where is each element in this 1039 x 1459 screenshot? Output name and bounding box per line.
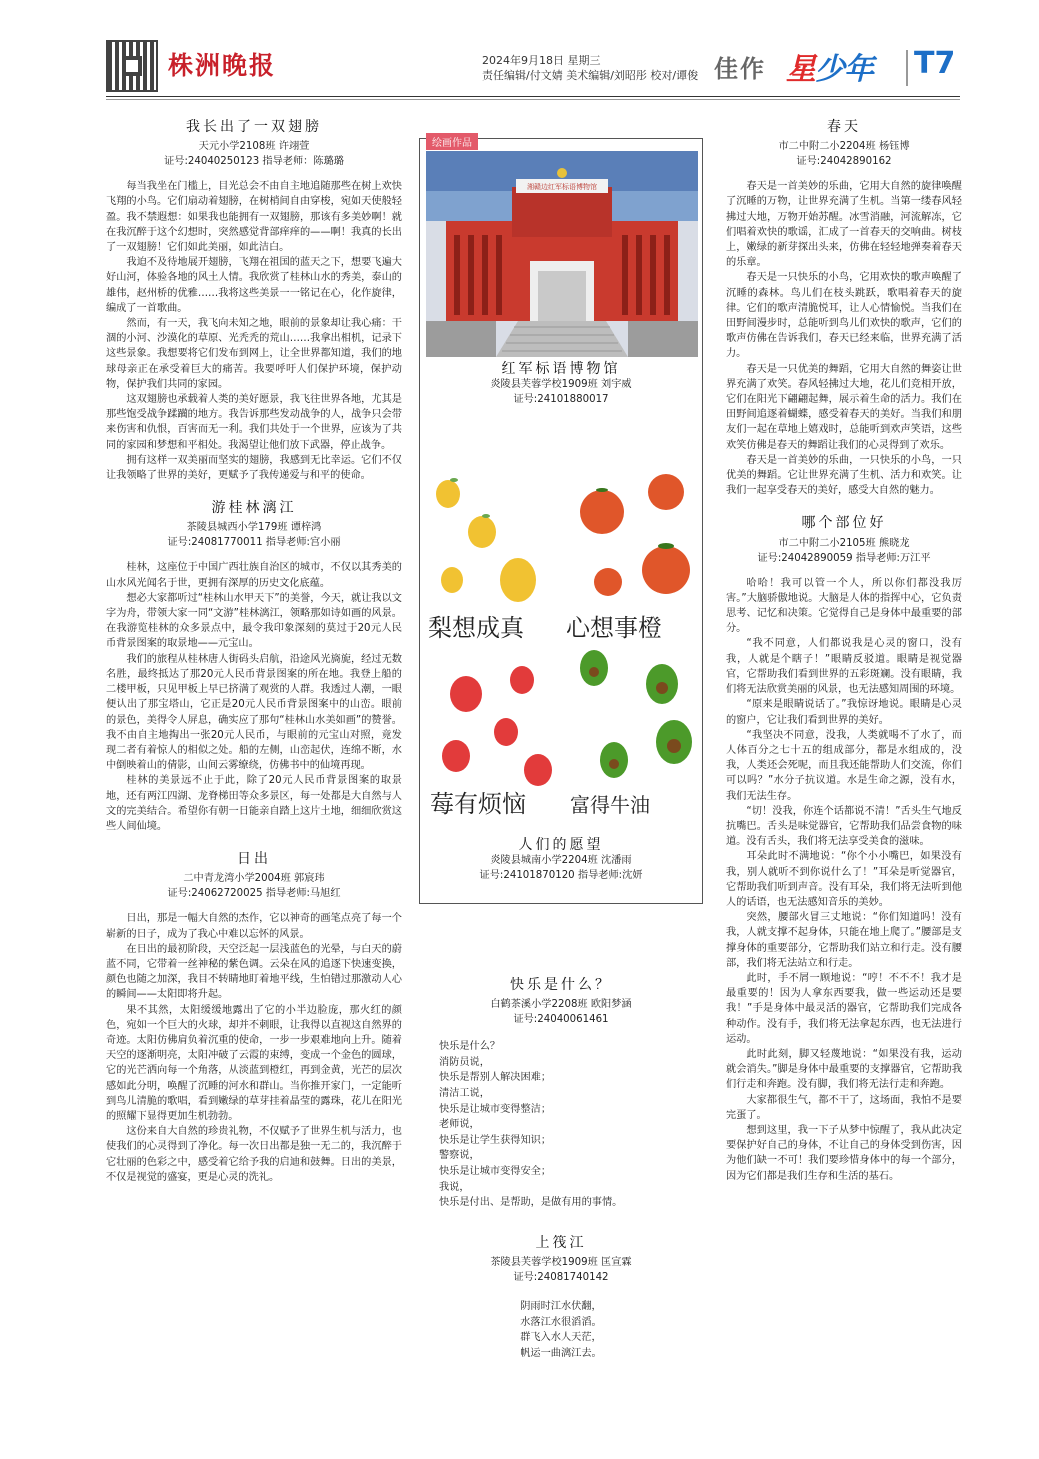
article-author: 二中青龙湾小学2004班 郭宸玮 — [183, 873, 325, 885]
article-title: 日出 — [237, 851, 271, 868]
qr-code — [106, 40, 158, 92]
poem-line: 快乐是让城市变得整洁； — [439, 1103, 552, 1115]
paragraph: “我不同意，人们都说我是心灵的窗口，没有我，人就是个瞎子！”眼睛反驳道。眼睛是视觉器官，它帮助我们看到世界的五彩斑斓。没有眼睛，我们将无法欣赏美丽的风景，也无法感知周围的环境。 — [726, 638, 962, 696]
paragraph: 果不其然，太阳缓缓地露出了它的小半边脸庞，那火红的颜色，宛如一个巨大的火球，却并不刺眼，让我得以直视这自然界的奇迹。太阳仿佛肩负着沉重的使命，一步一步艰难地向上升。随着天空的逐渐明亮，太阳冲破了云霞的束缚，变成一个金色的圆球，它的光芒洒向每一个角落，从淡蓝到橙红，再到金黄，光芒的层次感如此分明，唤醒了沉睡的河水和群山。当你推开家门，一定能听到鸟儿清脆的歌唱，看到嫩绿的草芽挂着晶莹的露珠，花儿在阳光的照耀下显得更加生机勃勃。 — [106, 1004, 402, 1122]
fruit-panel-text: 富得牛油 — [570, 793, 650, 817]
paragraph: 我们的旅程从桂林唐人街码头启航，沿途风光旖旎，经过无数名胜，最终抵达了那20元人民币背景图案的所在地。我登上船的二楼甲板，只见甲板上早已挤满了观赏的人群。我透过人潮，一眼便认出了那宝塔山，它正是20元人民币背景图案中的山峦。眼前的景色，美得令人屏息，确实应了那句“桂林山水美如画”的赞誉。我不由自主地掏出一张20元人民币，与眼前的元宝山对照，竟发现二者有着惊人的相似之处。船的左侧，山峦起伏，连绵不断，水中倒映着山的倩影，山间云雾缭绕，仿佛书中的仙境再现。 — [106, 653, 402, 772]
article-cert: 证号:24040250123 指导老师：陈璐璐 — [164, 156, 344, 168]
poem-line: 警察说， — [439, 1150, 480, 1162]
poem-author: 白鹤茶溪小学2208班 欧阳梦涵 — [490, 999, 632, 1011]
artwork-tag: 绘画作品 — [426, 133, 478, 150]
article-cert: 证号:24062720025 指导老师:马旭红 — [167, 888, 341, 900]
poem-cert: 证号:24081740142 — [513, 1272, 609, 1284]
art1-title: 红军标语博物馆 — [501, 361, 621, 377]
staff-credits: 责任编辑/付文婧 美术编辑/刘昭彤 校对/谭俊 — [482, 69, 699, 82]
article-cert: 证号:24081770011 指导老师:宫小丽 — [167, 537, 341, 549]
right-column — [726, 120, 962, 1184]
paragraph: 然而，有一天，我飞向未知之地，眼前的景象却让我心痛：干涸的小河、沙漠化的草原、光秃秃的荒山……我拿出相机，记录下这些景象。我想要将它们发布到网上，让全世界都知道，我们的地球母亲正在承受着巨大的痛苦。我要呼吁人们保护环境，保护动物，保护我们共同的家园。 — [106, 318, 402, 390]
paragraph: “切！没我，你连个话都说不清！”舌头生气地反抗嘴巴。舌头是味觉器官，它帮助我们品尝食物的味道。没有舌头，我们将无法享受美食的滋味。 — [726, 805, 962, 848]
article-cert: 证号:24042890059 指导老师:万江平 — [757, 552, 931, 564]
art1-cert: 证号:24101880017 — [513, 394, 609, 405]
issue-date: 2024年9月18日 星期三 — [482, 54, 601, 67]
header-rule-thin — [106, 99, 960, 100]
paragraph: 这双翅膀也承载着人类的美好愿景，我飞往世界各地，尤其是那些饱受战争蹂躏的地方。我告诉那些发动战争的人，战争只会带来伤害和仇恨，百害而无一利。我们共处于一个世界，应该为了共同的家园和梦想和平相处。我渴望让他们放下武器，停止战争。 — [106, 394, 402, 451]
paragraph: 大家都很生气，都不干了，这场面，我怕不是要完蛋了。 — [726, 1094, 962, 1121]
poem-line: 快乐是帮别人解决困难； — [439, 1072, 552, 1084]
poem-happiness — [419, 978, 703, 1211]
paragraph: 突然，腰部火冒三丈地说：“你们知道吗！没有我，人就支撑不起身体，只能在地上爬了。”腰部是支撑身体的重要部分，它帮助我们站立和行走。没有腰部，我们将无法站立和行走。 — [726, 912, 962, 969]
paragraph: 春天是一只快乐的小鸟，它用欢快的歌声唤醒了沉睡的森林。鸟儿们在枝头跳跃，歌唱着春天的旋律。它们的歌声清脆悦耳，让人心情愉悦。当我们在田野间漫步时，总能听到鸟儿们欢快的歌声，它们的歌声仿佛在告诉我们，春天已经来临，世界充满了活力。 — [726, 272, 962, 360]
poem-title: 快乐是什么？ — [510, 977, 612, 993]
article-body-parts — [726, 516, 962, 1183]
article-sunrise — [106, 852, 402, 1185]
art2-caption — [419, 838, 703, 883]
paragraph: 日出，那是一幅大自然的杰作，它以神奇的画笔点亮了每一个崭新的日子，成为了我心中难以忘怀的风景。 — [106, 913, 402, 940]
poem-line: 老师说， — [439, 1119, 480, 1131]
paragraph: 拥有这样一双美丽而坚实的翅膀，我感到无比幸运。它们不仅让我领略了世界的美好，更赋予了我传递爱与和平的使命。 — [106, 454, 402, 482]
newspaper-logo: 株洲晚报 — [168, 51, 277, 80]
paragraph: 在日出的最初阶段，天空泛起一层浅蓝色的光晕，与白天的蔚蓝不同，它带着一丝神秘的紫色调。云朵在风的追逐下快速变换，颜色也随之加深，我目不转睛地盯着地平线，生怕错过那激动人心的瞬间——太阳即将升起。 — [106, 943, 402, 1001]
article-guilin — [106, 501, 402, 834]
brand-star: 星 — [786, 52, 815, 87]
article-spring — [726, 120, 962, 498]
poem-line: 阴雨时江水伏翻， — [520, 1301, 602, 1313]
poem-line: 快乐是让学生获得知识； — [439, 1134, 552, 1146]
art2-cert: 证号:24101870120 指导老师:沈妍 — [479, 870, 643, 881]
paragraph: 春天是一首美妙的乐曲，它用大自然的旋律唤醒了沉睡的万物，让世界充满了生机。当第一缕春风轻拂过大地，万物开始苏醒。冰雪消融，河流解冻，它们唱着欢快的歌谣，汇成了一首春天的交响曲。树枝上，嫩绿的新芽探出头来，仿佛在轻轻地弹奏着春天的乐章。 — [726, 181, 962, 269]
poem-title: 上筏江 — [535, 1235, 587, 1251]
fruit-panel-text: 莓有烦恼 — [430, 790, 526, 818]
poem-cert: 证号:24040061461 — [513, 1014, 609, 1026]
art2-author: 炎陵县城南小学2204班 沈潘雨 — [490, 855, 632, 866]
poem-line: 快乐是什么？ — [439, 1041, 501, 1053]
paragraph: 想必大家都听过“桂林山水甲天下”的美誉，今天，就让我以文字为舟，带领大家一同“文游”桂林漓江，领略那如诗如画的风景。在我游览桂林的众多景点中，最令我印象深刻的莫过于20元人民币背景图案的取景地——元宝山。 — [106, 592, 402, 650]
article-title: 我长出了一双翅膀 — [186, 119, 322, 135]
poem-line: 清洁工说， — [439, 1087, 490, 1099]
poem-line: 水落江水很滔滔。 — [520, 1316, 602, 1328]
article-author: 茶陵县城西小学179班 谭梓鸿 — [186, 522, 322, 534]
article-wings — [106, 120, 402, 483]
art2-title: 人们的愿望 — [518, 837, 604, 853]
article-title: 游桂林漓江 — [211, 500, 297, 517]
poem-line: 快乐是让城市变得安全； — [439, 1165, 552, 1177]
poem-river — [419, 1236, 703, 1362]
paragraph: 耳朵此时不满地说：“你个小小嘴巴，如果没有我，别人就听不到你说什么了！”耳朵是听觉器官，它帮助我们听到声音。没有耳朵，我们将无法听到他人的话语，也无法感知音乐的美妙。 — [726, 851, 962, 908]
poem-author: 茶陵县芙蓉学校1909班 匡宣霖 — [490, 1257, 632, 1269]
fruit-wishes-drawing — [426, 470, 698, 832]
paragraph: 此时此刻，脚又轻蔑地说：“如果没有我，运动就会消失。”脚是身体中最重要的支撑器官，它帮助我们行走和奔跑。没有脚，我们将无法行走和奔跑。 — [726, 1048, 962, 1091]
poem-line: 帆运一曲漓江去。 — [520, 1347, 602, 1359]
paragraph: 想到这里，我一下子从梦中惊醒了，我从此决定要保护好自己的身体，不让自己的身体受到伤害，因为他们缺一不可！我们要珍惜身体中的每一个部分，因为它们都是我们生存和生活的基石。 — [726, 1124, 962, 1182]
paragraph: “我坚决不同意，没我，人类就喝不了水了，而人体百分之七十五的组成部分，都是水组成的，没我，人类还会死呢，而且我还能帮助人们交流，你们可以吗？”水分子抗议道。水是生命之源，没有水，我们无法生存。 — [726, 729, 962, 802]
poem-line: 快乐是付出、是帮助，是做有用的事情。 — [439, 1197, 623, 1209]
article-title: 哪个部位好 — [801, 515, 887, 532]
header-rule — [106, 96, 960, 97]
paragraph: 我迫不及待地展开翅膀，飞翔在祖国的蓝天之下，想要飞遍大好山河，体验各地的风土人情。我欣赏了桂林山水的秀美，泰山的雄伟，赵州桥的优雅……我将这些美景一一铭记在心，化作旋律，编成了一首歌曲。 — [106, 257, 402, 314]
poem-line: 消防员说， — [439, 1056, 490, 1068]
poem-line: 我说， — [439, 1181, 470, 1193]
brand-title — [786, 44, 873, 88]
poem-line: 群飞入水人天茫， — [520, 1332, 602, 1344]
paragraph: 此时，手不屑一顾地说：“哼！不不不！我才是最重要的！因为人拿东西要我，做一些运动还是要我！”手是身体中最灵活的器官，它帮助我们完成各种动作。没有手，我们将无法拿起东西，也无法进行运动。 — [726, 972, 962, 1045]
left-column — [106, 120, 402, 1185]
paragraph: 哈哈！我可以管一个人，所以你们都没我厉害。”大脑骄傲地说。大脑是人体的指挥中心，它负责思考、记忆和决策。它觉得自己是身体中最重要的部分。 — [726, 577, 962, 635]
article-title: 春天 — [827, 119, 861, 135]
page-number: T7 — [914, 46, 956, 81]
paragraph: 桂林，这座位于中国广西壮族自治区的城市，不仅以其秀美的山水风光闻名于世，更拥有深厚的历史文化底蕴。 — [106, 562, 402, 589]
brand-rest: 少年 — [815, 52, 873, 87]
art1-caption — [419, 362, 703, 407]
article-author: 市二中附二小2204班 杨钰博 — [778, 141, 910, 153]
art1-author: 炎陵县芙蓉学校1909班 刘宇威 — [490, 379, 632, 390]
paragraph: 春天是一只优美的舞蹈，它用大自然的舞姿让世界充满了欢笑。春风轻拂过大地，花儿们竞相开放，它们在阳光下翩翩起舞，展示着生命的活力。我们在田野间追逐着蝴蝶，感受着春天的美好。当我们和朋友们一起在草地上嬉戏时，总能听到欢声笑语，这些欢笑仿佛是春天的舞蹈让我们的心灵得到了欢乐。 — [726, 363, 962, 451]
article-cert: 证号:24042890162 — [796, 156, 892, 168]
section-title: 佳作 — [714, 55, 766, 83]
paragraph: “原来是眼睛说话了。”我惊讶地说。眼睛是心灵的窗户，它让我们看到世界的美好。 — [726, 699, 962, 726]
header-divider — [906, 50, 908, 86]
fruit-panel-text: 梨想成真 — [428, 614, 524, 642]
article-author: 市二中附二小2105班 熊晓龙 — [778, 537, 910, 549]
paragraph: 这份来自大自然的珍贵礼物，不仅赋予了世界生机与活力，也使我们的心灵得到了净化。每一次日出都是独一无二的，我沉醉于它壮丽的色彩之中，感受着它给予我的启迪和鼓舞。日出的美景，不仅是视觉的盛宴，更是心灵的洗礼。 — [106, 1126, 402, 1183]
fruit-panel-text: 心想事橙 — [566, 614, 662, 642]
paragraph: 每当我坐在门槛上，目光总会不由自主地追随那些在树上欢快飞翔的小鸟。它们扇动着翅膀，在树梢间自由穿梭，宛如天使般轻盈。我不禁遐想：如果我也能拥有一双翅膀，那该有多美妙啊！就在我沉醉于这个幻想时，突然感觉背部痒痒的——啊！我真的长出了一双翅膀！它们如此美丽，如此洁白。 — [106, 181, 402, 254]
paragraph: 桂林的美景远不止于此，除了20元人民币背景图案的取景地，还有两江四湖、龙脊梯田等众多景区，每一处都是大自然与人文的完美结合。希望你有朝一日能亲自踏上这片土地，细细欣赏这些人间仙境。 — [106, 775, 402, 832]
paragraph: 春天是一首美妙的乐曲，一只快乐的小鸟，一只优美的舞蹈。它让世界充满了生机、活力和欢笑。让我们一起享受春天的美好，感受大自然的魅力。 — [726, 454, 962, 497]
museum-sign-text: 湘赣边红军标语博物馆 — [527, 183, 597, 191]
article-author: 天元小学2108班 许翊萱 — [198, 141, 310, 153]
museum-drawing — [426, 151, 698, 357]
